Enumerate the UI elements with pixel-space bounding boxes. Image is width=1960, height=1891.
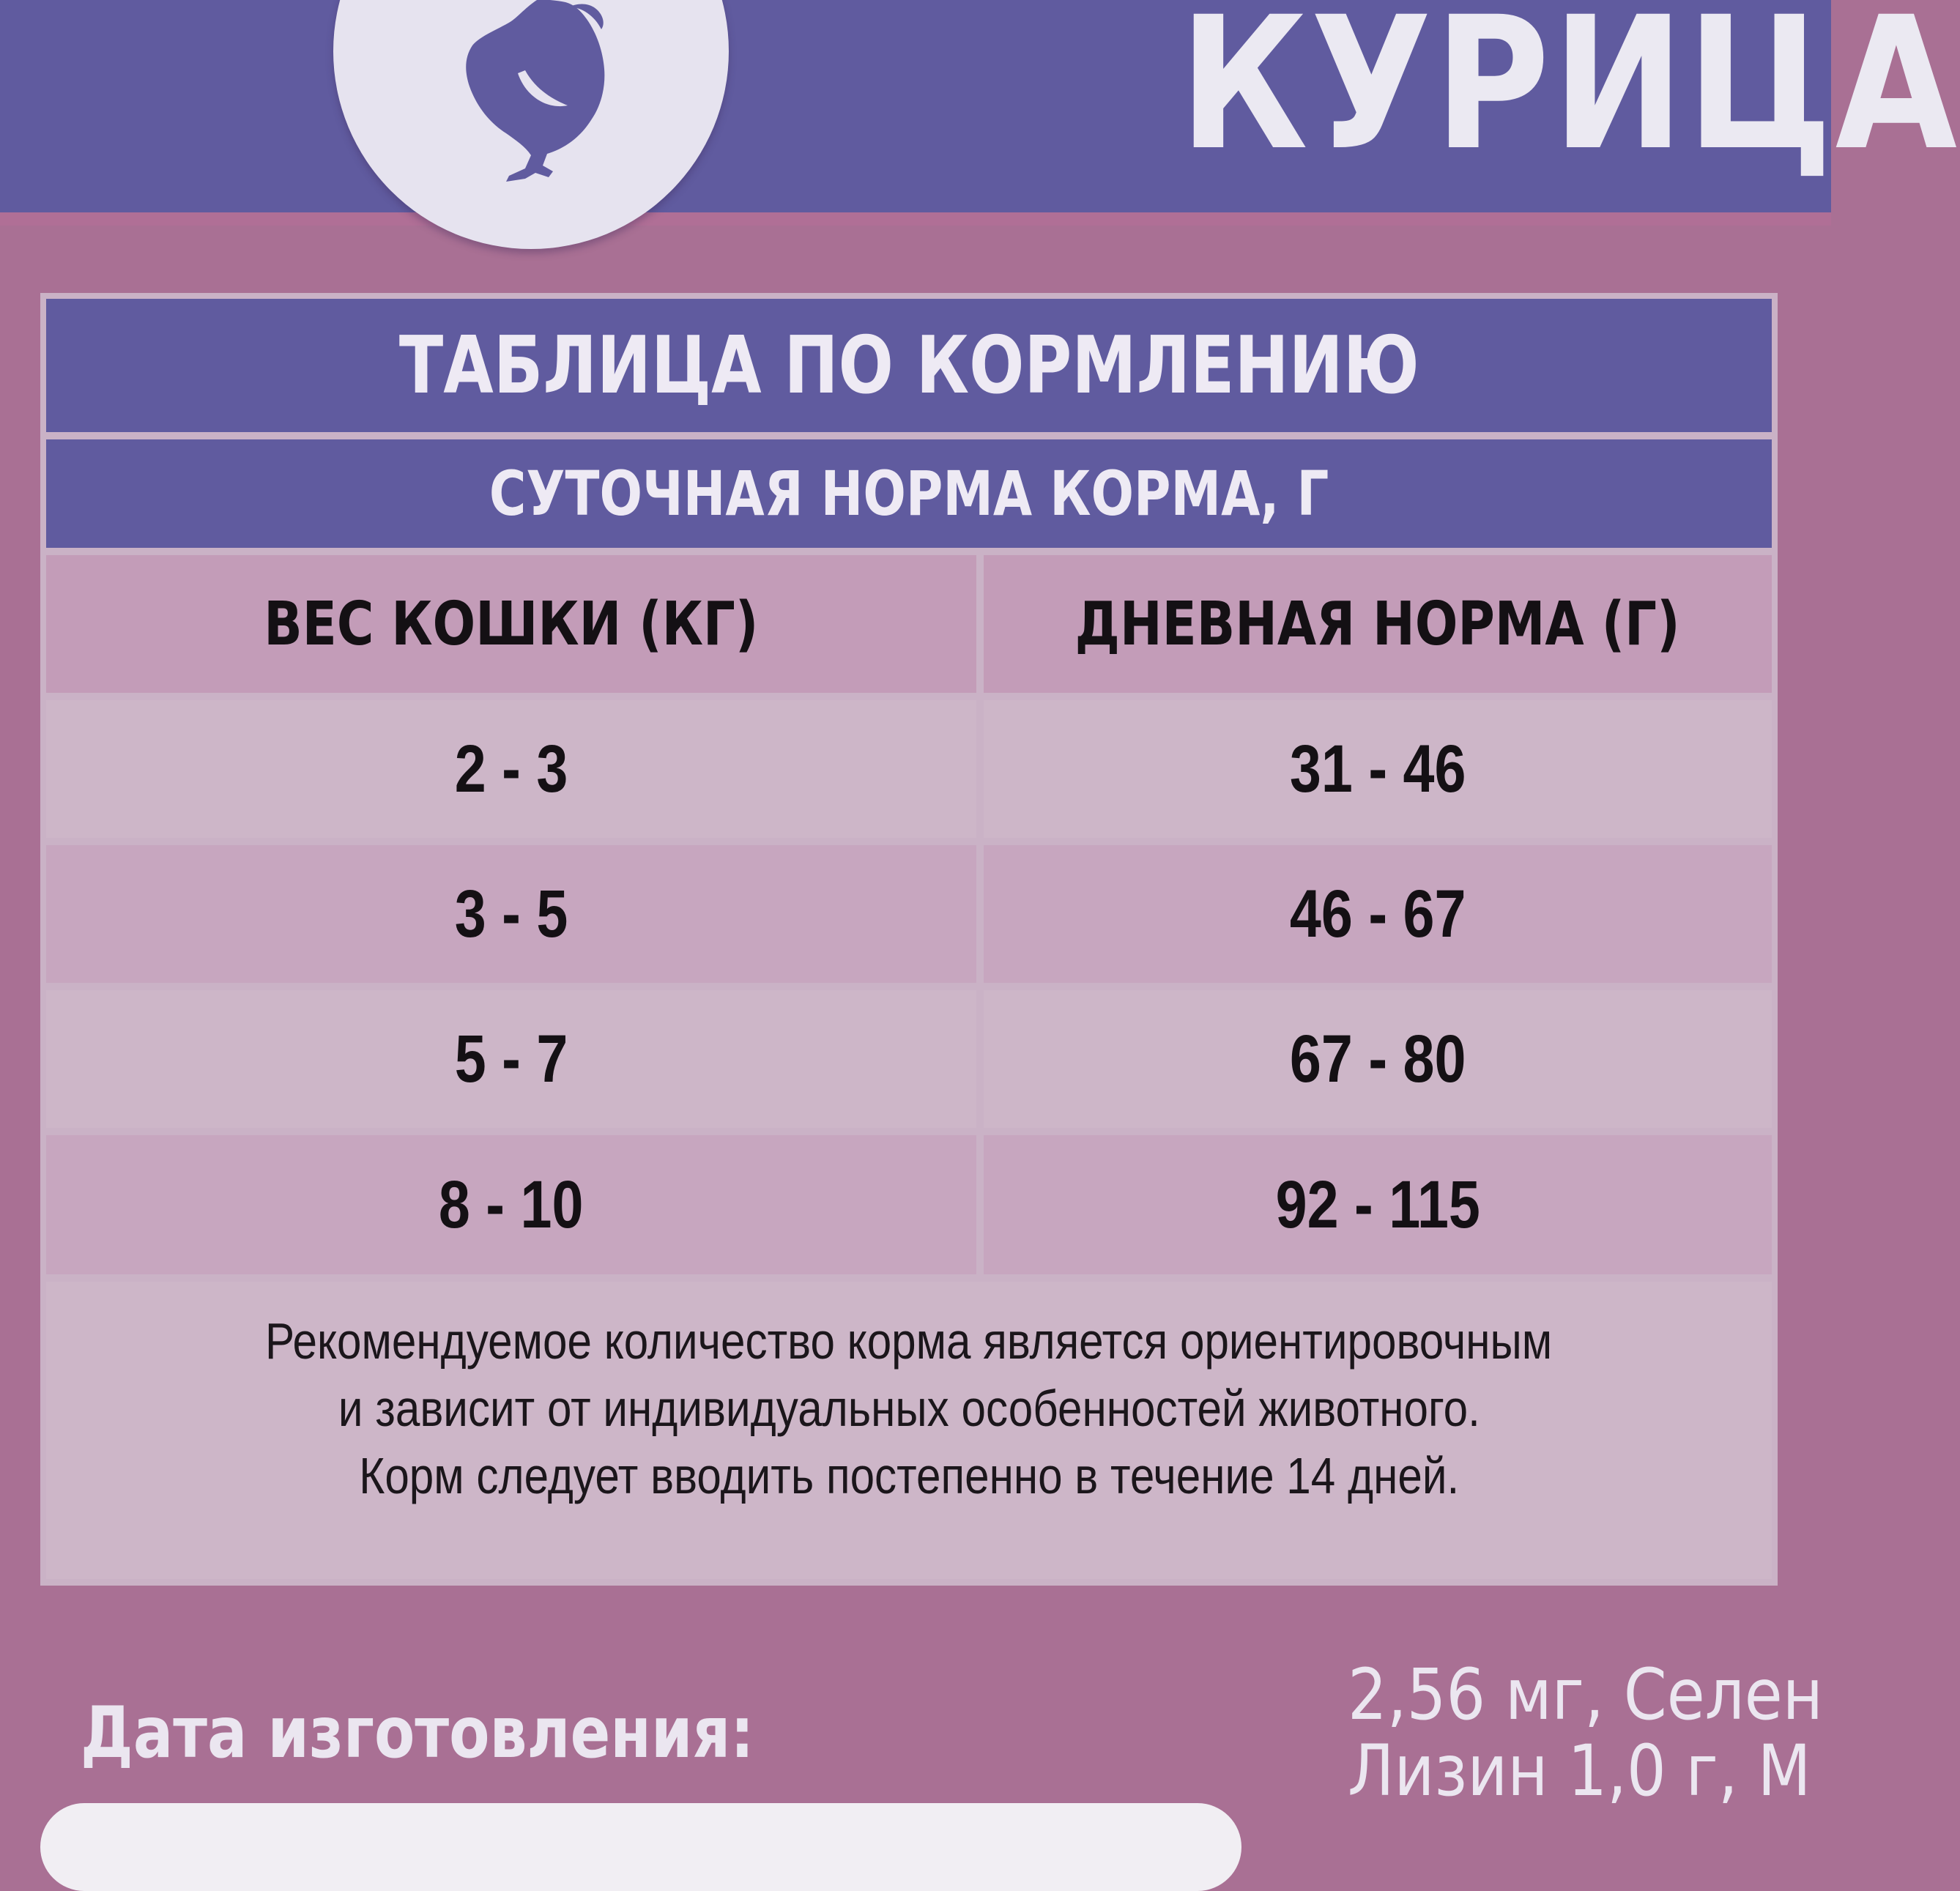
ingredients-text <box>1348 1654 1860 1812</box>
table-cell-norm: 92 - 115 <box>984 1135 1772 1274</box>
product-title: КУРИЦА <box>1179 0 1960 190</box>
table-cell-weight: 8 - 10 <box>46 1135 976 1274</box>
table-title: ТАБЛИЦА ПО КОРМЛЕНИЮ <box>398 319 1419 412</box>
table-cell-norm: 31 - 46 <box>984 700 1772 838</box>
ingredients-line: Лизин 1,0 г, М <box>1348 1730 1811 1812</box>
logo-badge <box>333 0 729 249</box>
table-cell-norm: 46 - 67 <box>984 845 1772 983</box>
column-header-norm: ДНЕВНАЯ НОРМА (Г) <box>984 555 1772 693</box>
note-line: Корм следует вводить постепенно в течение 14 дней. <box>359 1447 1459 1504</box>
feeding-table <box>40 293 1778 1586</box>
pink-strip <box>0 212 1831 226</box>
table-cell-weight: 2 - 3 <box>46 700 976 838</box>
table-cell-weight: 5 - 7 <box>46 990 976 1128</box>
column-header-weight: ВЕС КОШКИ (КГ) <box>46 555 976 693</box>
table-title-bar <box>46 299 1772 432</box>
chicken-icon <box>333 0 729 249</box>
feeding-note <box>46 1282 1772 1579</box>
note-line: Рекомендуемое количество корма является ориентировочным <box>265 1312 1553 1370</box>
table-subtitle-bar <box>46 439 1772 548</box>
table-cell-weight: 3 - 5 <box>46 845 976 983</box>
manufacture-date-label: Дата изготовления: <box>81 1692 754 1774</box>
table-cell-norm: 67 - 80 <box>984 990 1772 1128</box>
table-subtitle: СУТОЧНАЯ НОРМА КОРМА, Г <box>489 458 1329 530</box>
ingredients-line: 2,56 мг, Селен <box>1348 1654 1823 1736</box>
note-line: и зависит от индивидуальных особенностей животного. <box>338 1380 1480 1437</box>
manufacture-date-box <box>40 1803 1241 1891</box>
